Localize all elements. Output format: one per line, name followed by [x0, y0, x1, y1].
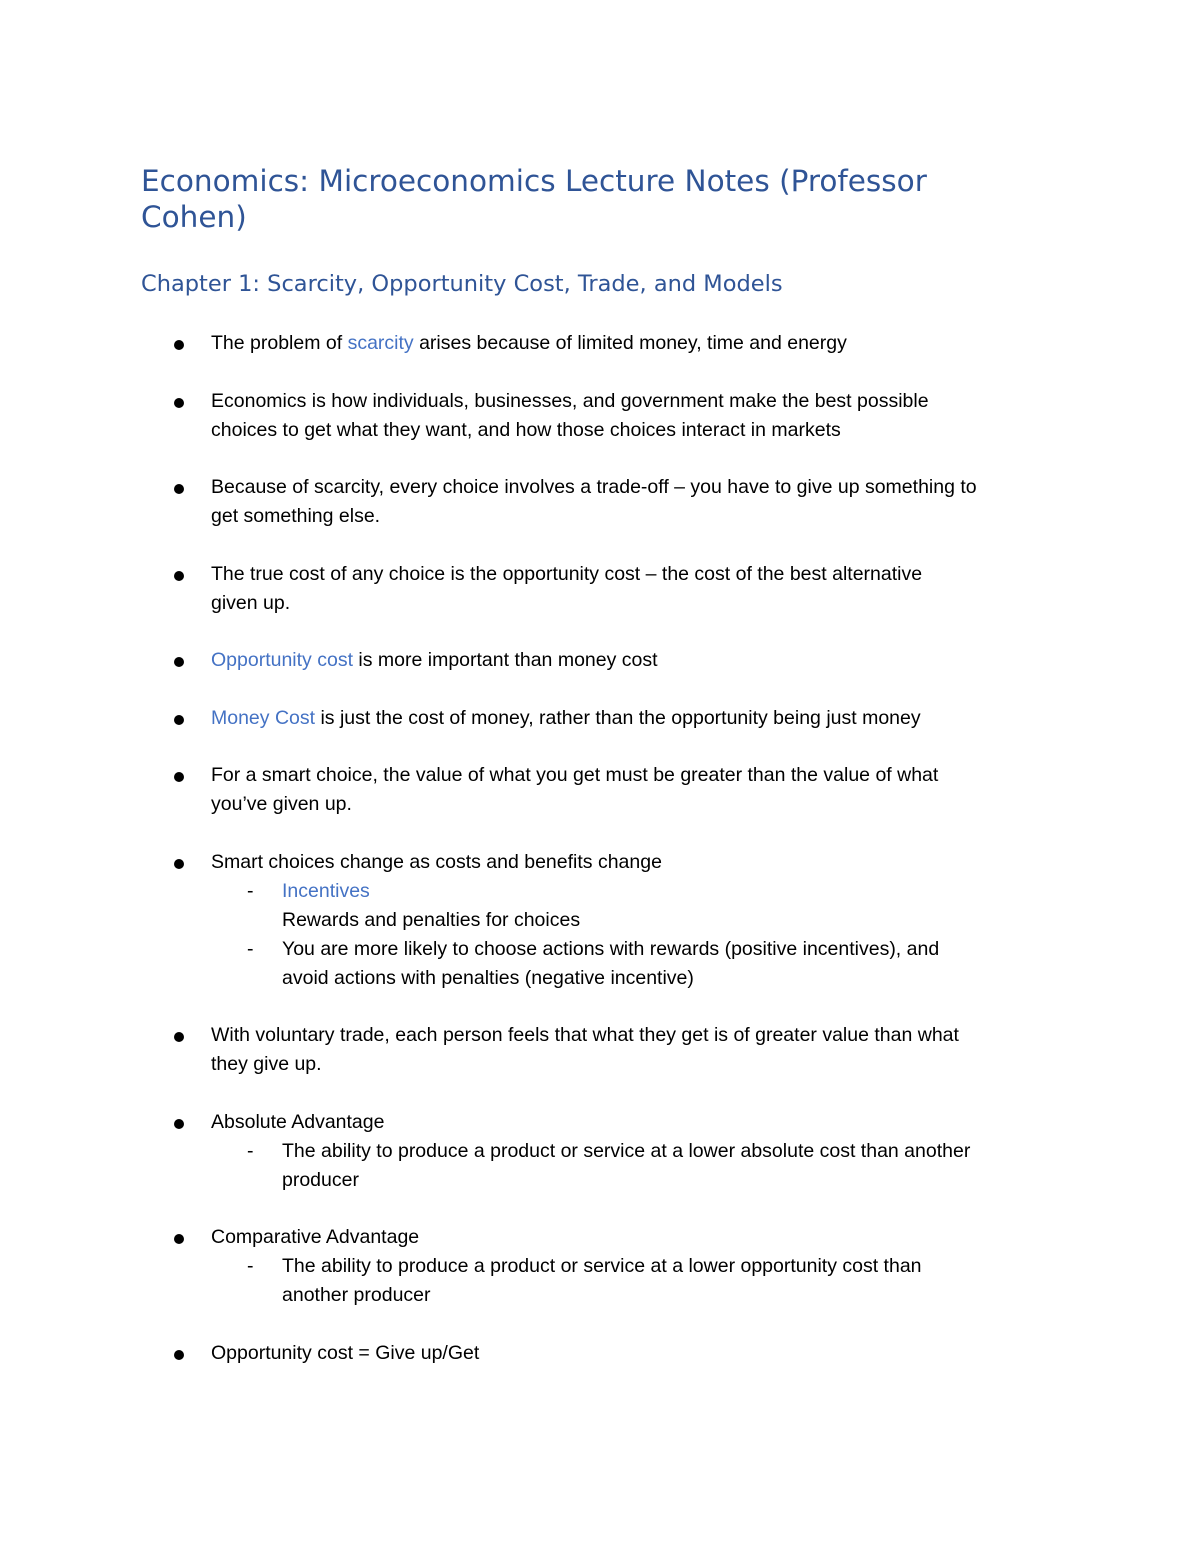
document-title-line-2: Cohen) — [141, 200, 247, 234]
note-line: Because of scarcity, every choice involves a trade-off – you have to give up something to — [211, 476, 977, 498]
bullet-icon — [174, 484, 184, 494]
note-absolute-advantage — [0, 1108, 1200, 1195]
note-voluntary-trade — [0, 1021, 1200, 1079]
keyword-opportunity-cost: Opportunity cost — [211, 649, 353, 671]
note-scarcity — [0, 329, 1200, 358]
note-line: The true cost of any choice is the opportunity cost – the cost of the best alternative — [211, 562, 923, 585]
note-line: they give up. — [211, 1053, 322, 1075]
lecture-notes-list — [0, 329, 1200, 1396]
bullet-icon — [174, 1119, 184, 1129]
bullet-icon — [174, 859, 184, 869]
note-opportunity-cost-formula — [0, 1339, 1200, 1368]
note-opportunity-cost — [0, 646, 1200, 675]
keyword-scarcity: scarcity — [347, 332, 414, 354]
dash-icon: - — [247, 1255, 254, 1277]
note-line: Smart choices change as costs and benefits change — [211, 850, 662, 873]
sub-item-line: avoid actions with penalties (negative incentive) — [282, 966, 694, 989]
note-line: For a smart choice, the value of what you get must be greater than the value of what — [211, 764, 939, 786]
bullet-icon — [174, 715, 184, 725]
note-true-cost — [0, 560, 1200, 618]
sub-item-absolute-definition — [211, 1137, 1060, 1195]
sub-item-line: another producer — [282, 1284, 431, 1306]
sub-item-rewards — [211, 935, 1060, 993]
note-line: Opportunity cost = Give up/Get — [211, 1341, 480, 1364]
note-economics-definition — [0, 387, 1200, 445]
note-text: is more important than money cost — [352, 649, 658, 671]
sub-item-line: You are more likely to choose actions with rewards (positive incentives), and — [282, 937, 940, 960]
dash-icon: - — [247, 879, 254, 902]
note-trade-off — [0, 473, 1200, 531]
note-text: The problem of — [211, 332, 348, 354]
bullet-icon — [174, 1032, 184, 1042]
sub-item-line: The ability to produce a product or service at a lower opportunity cost than — [282, 1255, 922, 1277]
bullet-icon — [174, 657, 184, 667]
note-text: arises because of limited money, time and energy — [413, 332, 847, 354]
dash-icon: - — [247, 937, 254, 960]
note-money-cost — [0, 704, 1200, 733]
document-title — [141, 163, 1041, 235]
note-line: Economics is how individuals, businesses, and government make the best possible — [211, 389, 929, 412]
note-line: choices to get what they want, and how those choices interact in markets — [211, 418, 841, 441]
bullet-icon — [174, 398, 184, 408]
note-comparative-advantage — [0, 1223, 1200, 1310]
note-line: given up. — [211, 591, 291, 614]
chapter-heading: Chapter 1: Scarcity, Opportunity Cost, Trade, and Models — [141, 271, 783, 297]
note-line: Comparative Advantage — [211, 1226, 420, 1248]
bullet-icon — [174, 1350, 184, 1360]
note-text: is just the cost of money, rather than the opportunity being just money — [315, 706, 921, 729]
document-title-line-1: Economics: Microeconomics Lecture Notes (Professor — [141, 164, 927, 198]
note-line: With voluntary trade, each person feels that what they get is of greater value than what — [211, 1024, 959, 1046]
note-line: Absolute Advantage — [211, 1110, 385, 1133]
bullet-icon — [174, 772, 184, 782]
bullet-icon — [174, 340, 184, 350]
keyword-incentives: Incentives — [282, 879, 370, 902]
bullet-icon — [174, 1234, 184, 1244]
keyword-money-cost: Money Cost — [211, 706, 316, 729]
note-smart-choice — [0, 761, 1200, 819]
sub-item-line: producer — [282, 1168, 359, 1191]
sub-item-continuation: Rewards and penalties for choices — [282, 908, 581, 931]
note-line: you’ve given up. — [211, 793, 352, 815]
bullet-icon — [174, 571, 184, 581]
note-incentives — [0, 848, 1200, 993]
note-line: get something else. — [211, 505, 381, 527]
sub-item-incentives — [211, 877, 1060, 906]
sub-item-comparative-definition — [211, 1252, 1060, 1310]
dash-icon: - — [247, 1139, 254, 1162]
sub-item-line: The ability to produce a product or service at a lower absolute cost than another — [282, 1139, 971, 1162]
